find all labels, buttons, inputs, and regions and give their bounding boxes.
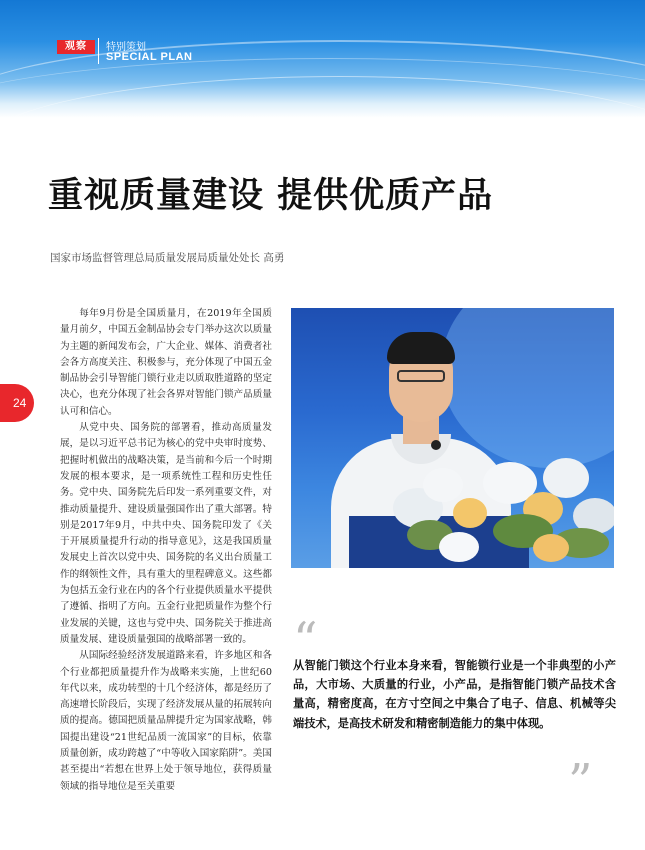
section-name-cn: 特别策划 bbox=[106, 42, 146, 53]
quote-open-icon: “ bbox=[293, 612, 318, 668]
article-body bbox=[60, 306, 272, 795]
pull-quote: 从智能门锁这个行业本身来看，智能锁行业是一个非典型的小产品，大市场、大质量的行业，小产品，是指智能门锁产品技术含量高，精密度高，在方寸空间之中集合了电子、信息、机械等尖端技术，是高技术研发和精密制造能力的集中体现。 bbox=[293, 659, 616, 730]
flower-arrangement bbox=[383, 448, 614, 568]
body-paragraph: 从国际经验经济发展道路来看，许多地区和各个行业都把质量提升作为战略来实施，上世纪60年代以来，成功转型的十几个经济体，都是经历了高速增长阶段后，实现了经济发展从量的拓展转向质的提高。德国把质量品牌提升定为国家战略，韩国提出建设“21世纪品质一流国家”的目标，依靠质量创新，成功跨越了“中等收入国家陷阱”。美国甚至提出“若想在世界上处于领导地位，获得质量领域的指导地位是至关重要 bbox=[60, 650, 272, 792]
body-paragraph: 从党中央、国务院的部署看，推动高质量发展，是以习近平总书记为核心的党中央审时度势、把握时机做出的战略决策，是当前和今后一个时期发展的根本要求，是一项系统性工程和历史性任务。党中央、国务院先后印发一系列重要文件，对推动质量提升、建设质量强国作出了重大部署。特别是2017年9月，中共中央、国务院印发了《关于开展质量提升行动的指导意见》，这是我国质量发展史上首次以党中央、国务院的名义出台质量工作的纲领性文件，具有重大的里程碑意义。这些都为包括五金行业在内的各个行业提供质量水平提供了遵循、指明了方向。五金行业把质量作为整个行业发展的关键，这也与党中央、国务院关于推进高质量发展、建设质量强国的战略部署一致的。 bbox=[60, 422, 272, 645]
quote-close-icon: ” bbox=[568, 754, 593, 810]
section-name-en: SPECIAL PLAN bbox=[106, 51, 193, 63]
header-banner bbox=[0, 0, 645, 118]
article-title: 重视质量建设 提供优质产品 bbox=[48, 175, 494, 216]
column-tag: 观察 bbox=[57, 40, 95, 54]
glasses bbox=[397, 370, 445, 382]
article-author: 国家市场监督管理总局质量发展局质量处处长 高勇 bbox=[50, 252, 285, 264]
body-paragraph: 每年9月份是全国质量月，在2019年全国质量月前夕，中国五金制品协会专门举办这次以质量为主题的新闻发布会，广大企业、媒体、消费者社会各方高度关注、积极参与，充分体现了中国五金制品协会引导智能门锁行业走以质取胜道路的坚定决心，也充分体现了社会各界对智能门锁产品质量认可和信心。 bbox=[60, 308, 272, 417]
speaker-photo bbox=[291, 308, 614, 568]
header-divider bbox=[98, 38, 99, 64]
page-number: 24 bbox=[13, 396, 27, 410]
